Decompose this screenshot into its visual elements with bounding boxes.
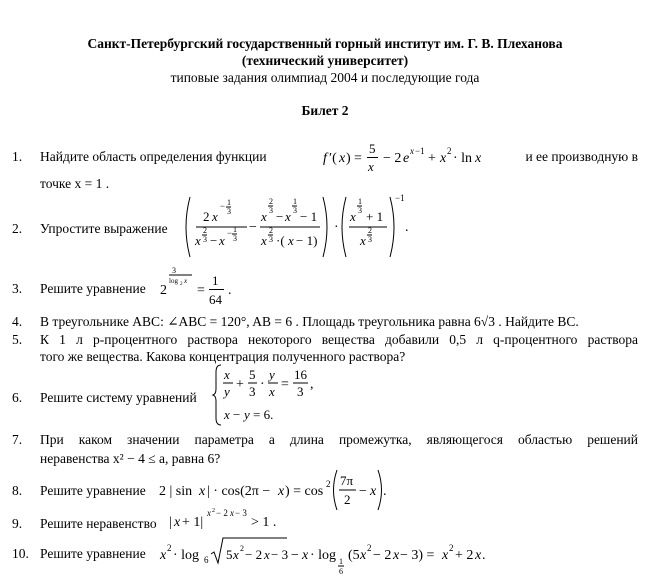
svg-text:x: x <box>475 548 482 563</box>
svg-text:x: x <box>195 233 201 248</box>
svg-text:=: = <box>281 377 289 392</box>
svg-text:2: 2 <box>447 146 452 156</box>
svg-text:2: 2 <box>212 508 215 514</box>
svg-text:6: 6 <box>204 555 209 565</box>
svg-text:− 3: − 3 <box>235 508 247 518</box>
svg-text:2: 2 <box>203 226 207 235</box>
svg-text:−: − <box>276 209 284 224</box>
problem-2-text: Упростите выражение <box>40 221 168 236</box>
svg-text:| · cos(2π −: | · cos(2π − <box>207 484 271 499</box>
svg-text:x: x <box>224 407 230 422</box>
svg-text:x: x <box>278 484 285 499</box>
svg-text:y: y <box>224 384 230 399</box>
problem-9-text: Решите неравенство <box>40 516 157 531</box>
svg-text:2 | sin: 2 | sin <box>159 484 193 499</box>
svg-text:3: 3 <box>269 206 273 215</box>
svg-text:− 2: − 2 <box>373 548 392 563</box>
svg-text:3: 3 <box>293 206 297 215</box>
svg-text:2: 2 <box>449 543 454 553</box>
svg-text:3: 3 <box>203 235 207 244</box>
svg-text:6: 6 <box>339 567 343 576</box>
svg-text:−: − <box>227 228 233 238</box>
problem-number: 4. <box>12 314 23 329</box>
svg-text:7π: 7π <box>340 473 354 488</box>
svg-text:+ 2: + 2 <box>455 548 474 563</box>
svg-text:x: x <box>264 547 270 562</box>
problem-number: 3. <box>12 281 23 296</box>
svg-text:x: x <box>261 233 267 248</box>
svg-text:f: f <box>323 151 327 166</box>
svg-text:−: − <box>210 233 218 248</box>
svg-text:x: x <box>440 151 447 166</box>
svg-text:1: 1 <box>212 273 219 288</box>
svg-text:=: = <box>354 151 362 166</box>
svg-text:· log: · log <box>310 548 337 563</box>
svg-text:x: x <box>160 548 167 563</box>
svg-text:x: x <box>261 209 267 224</box>
svg-text:2: 2 <box>367 543 372 553</box>
svg-text:) = cos: ) = cos <box>285 484 324 499</box>
svg-text:2: 2 <box>269 197 273 206</box>
svg-text:3: 3 <box>368 235 372 244</box>
svg-text:−: − <box>359 484 367 499</box>
svg-text:5: 5 <box>249 367 256 382</box>
svg-text:3: 3 <box>249 384 256 399</box>
svg-text:16: 16 <box>294 367 307 382</box>
svg-text:x: x <box>207 508 211 518</box>
svg-text:·: · <box>334 220 339 235</box>
svg-text:+ 1|: + 1| <box>182 515 204 530</box>
problem-1-text-after: и ее производную в <box>525 149 638 164</box>
svg-text:2: 2 <box>180 282 183 287</box>
svg-text:− 2: − 2 <box>216 508 228 518</box>
svg-text:x: x <box>230 508 234 518</box>
ticket-title: Билет 2 <box>301 103 349 118</box>
problem-number: 9. <box>12 516 23 531</box>
problem-1-text-line2: точке x = 1 . <box>40 176 110 191</box>
svg-text:3: 3 <box>233 234 237 243</box>
problem-number: 6. <box>12 390 23 405</box>
svg-text:5: 5 <box>226 547 233 562</box>
svg-text:2: 2 <box>269 226 273 235</box>
svg-text:x: x <box>360 548 367 563</box>
problem-3-formula <box>160 262 240 308</box>
svg-text:x: x <box>302 548 309 563</box>
problem-2-formula <box>183 192 413 262</box>
svg-text:+ 1: + 1 <box>366 209 384 224</box>
svg-text:− 3: − 3 <box>271 547 289 562</box>
svg-text:x: x <box>350 209 356 224</box>
problem-7-line-1: При каком значении параметра a длина промежутка, являющегося областью решений <box>40 432 638 447</box>
svg-text:x: x <box>184 277 188 285</box>
svg-text:.: . <box>405 220 409 235</box>
svg-text:y: y <box>244 407 250 422</box>
svg-text:x: x <box>475 151 482 166</box>
svg-text:′(: ′( <box>329 151 337 166</box>
svg-text:1: 1 <box>293 197 297 206</box>
svg-text:−: − <box>233 407 241 422</box>
svg-text:2: 2 <box>368 226 372 235</box>
svg-text:· ln: · ln <box>453 151 473 166</box>
problem-5-line-1: К 1 л p-процентного раствора некоторого вещества добавили 0,5 л q-процентного раствора <box>40 332 638 347</box>
svg-text:x: x <box>174 515 181 530</box>
problem-6-formula <box>213 362 333 428</box>
svg-text:=: = <box>197 283 205 298</box>
problem-10-text: Решите уравнение <box>40 546 146 561</box>
svg-text:−1: −1 <box>395 193 405 203</box>
svg-text:2: 2 <box>326 479 331 489</box>
problem-7-line-2: неравенства x² − 4 ≤ a, равна 6? <box>40 451 221 466</box>
svg-text:2: 2 <box>344 492 351 507</box>
collection-description: типовые задания олимпиад 2004 и последующие года <box>170 70 480 85</box>
problem-5-line-2: того же вещества. Какова концентрация полученного раствора? <box>40 349 406 364</box>
svg-text:+: + <box>236 377 244 392</box>
svg-text:− 1): − 1) <box>296 233 318 248</box>
svg-text:x: x <box>233 547 239 562</box>
svg-text:1: 1 <box>358 197 362 206</box>
svg-text:·(: ·( <box>276 233 285 248</box>
svg-text:3: 3 <box>227 207 231 216</box>
svg-text:−1: −1 <box>415 146 425 156</box>
svg-text:+: + <box>428 151 436 166</box>
svg-text:.: . <box>482 548 486 563</box>
problem-1-text: Найдите область определения функции <box>40 149 267 164</box>
institute-subtitle: (технический университет) <box>241 53 409 68</box>
svg-text:e: e <box>403 151 410 166</box>
svg-text:.: . <box>228 283 232 298</box>
problem-number: 5. <box>12 332 23 347</box>
svg-text:64: 64 <box>209 292 222 307</box>
svg-text:·: · <box>260 377 265 392</box>
svg-text:x: x <box>269 384 275 399</box>
svg-text:· log: · log <box>173 548 200 563</box>
problem-number: 7. <box>12 432 23 447</box>
svg-text:x: x <box>393 548 400 563</box>
problem-9-formula <box>169 505 279 531</box>
svg-text:2: 2 <box>240 544 244 553</box>
svg-text:.: . <box>383 484 387 499</box>
problem-1-formula <box>323 136 493 176</box>
svg-text:5: 5 <box>369 141 376 156</box>
svg-text:x: x <box>288 233 294 248</box>
svg-text:x: x <box>370 484 377 499</box>
svg-text:3: 3 <box>269 235 273 244</box>
svg-text:): ) <box>346 151 351 166</box>
svg-text:x: x <box>199 484 206 499</box>
svg-text:,: , <box>310 377 314 392</box>
svg-text:−: − <box>220 201 226 211</box>
problem-4-text: В треугольнике ABC: ∠ABC = 120°, AB = 6 . Площадь треугольника равна 6√3 . Найдите BC. <box>40 314 579 329</box>
svg-text:−: − <box>249 220 257 235</box>
svg-text:− 1: − 1 <box>300 209 318 224</box>
problem-10-formula <box>160 530 490 578</box>
problem-number: 1. <box>12 149 23 164</box>
svg-text:x: x <box>219 233 225 248</box>
svg-text:x: x <box>285 209 291 224</box>
svg-text:3: 3 <box>358 206 362 215</box>
svg-text:x: x <box>368 159 374 174</box>
svg-text:− 2: − 2 <box>383 151 402 166</box>
svg-text:2: 2 <box>160 283 167 298</box>
svg-text:log: log <box>169 277 178 285</box>
svg-text:|: | <box>169 515 172 530</box>
svg-text:3: 3 <box>297 384 304 399</box>
problem-number: 10. <box>12 546 29 561</box>
svg-text:x: x <box>212 209 218 224</box>
svg-text:2: 2 <box>167 543 172 553</box>
svg-text:> 1 .: > 1 . <box>251 515 277 530</box>
svg-text:x: x <box>442 548 449 563</box>
problem-number: 2. <box>12 221 23 236</box>
svg-text:= 6.: = 6. <box>253 407 274 422</box>
svg-text:1: 1 <box>339 557 343 566</box>
svg-text:1: 1 <box>227 198 231 207</box>
svg-text:−: − <box>291 548 299 563</box>
problem-8-text: Решите уравнение <box>40 483 146 498</box>
svg-text:(5: (5 <box>348 548 360 563</box>
svg-text:x: x <box>360 233 366 248</box>
svg-text:− 3) =: − 3) = <box>400 548 435 563</box>
problem-3-text: Решите уравнение <box>40 281 146 296</box>
svg-text:1: 1 <box>233 225 237 234</box>
institute-title: Санкт-Петербургский государственный горный институт им. Г. В. Плеханова <box>87 36 563 51</box>
svg-text:x: x <box>224 367 230 382</box>
svg-text:x: x <box>410 146 414 156</box>
svg-text:− 2: − 2 <box>245 547 263 562</box>
problem-number: 8. <box>12 483 23 498</box>
svg-text:3: 3 <box>172 266 176 275</box>
svg-text:x: x <box>339 151 346 166</box>
svg-text:y: y <box>269 367 275 382</box>
problem-6-text: Решите систему уравнений <box>40 390 197 405</box>
svg-text:2: 2 <box>203 209 210 224</box>
